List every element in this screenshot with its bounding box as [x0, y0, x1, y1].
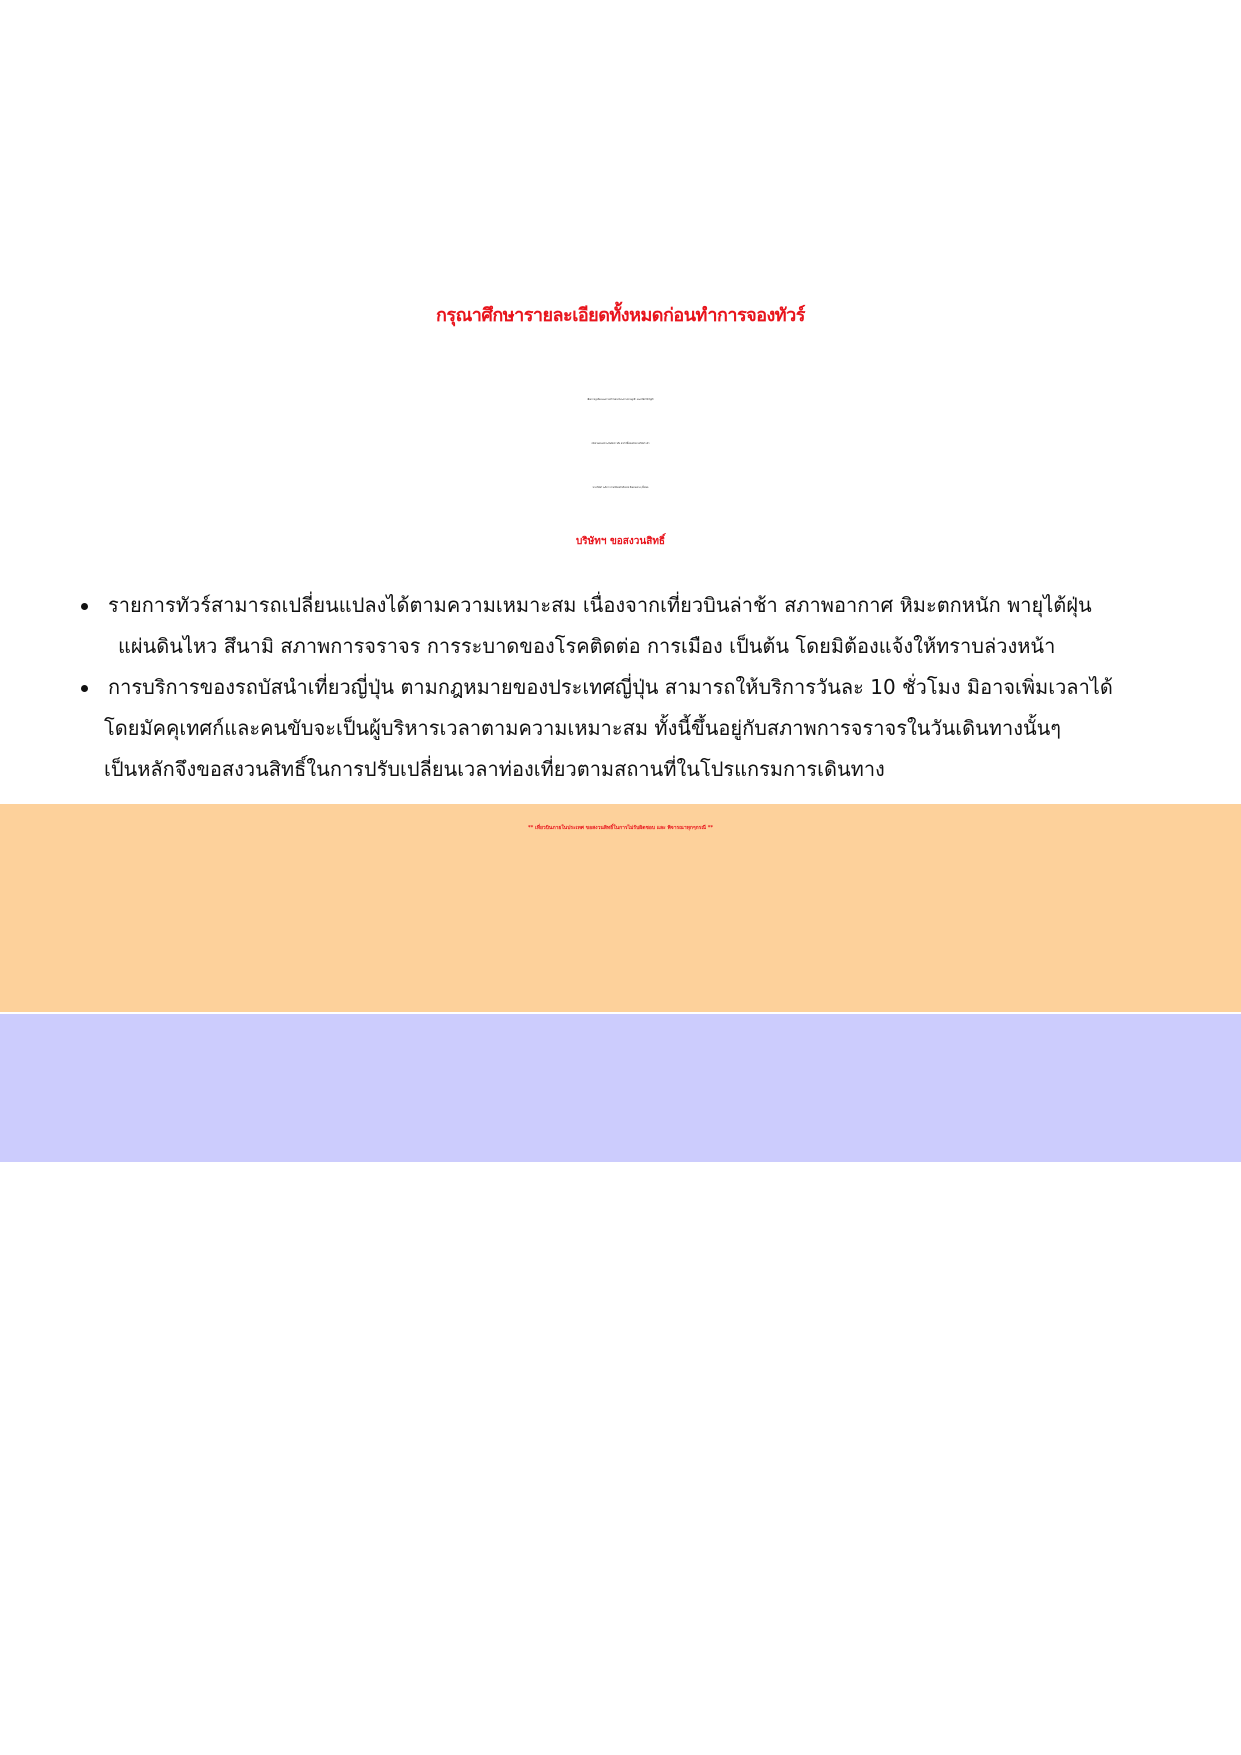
notice-line: [0, 1110, 1241, 1151]
intro-line: เพื่อความถูกต้องและความเข้าใจตรงกันระหว่างท่านลูกค้า และบริษัทฯทัวร์คู่ค้า: [587, 399, 654, 401]
bullet-icon: [81, 603, 88, 610]
rights-bullet-item: [100, 667, 1210, 790]
notice-line: [0, 1069, 1241, 1110]
rights-heading: บริษัทฯ ขอสงวนสิทธิ์: [575, 536, 666, 547]
bullet-line: โดยมัคคุเทศก์และคนขับจะเป็นผู้บริหารเวลาตามความเหมาะสม ทั้งนี้ขึ้นอยู่กับสภาพการจราจรในวันเดินทางนั้นๆ: [104, 716, 1062, 740]
bullet-line: รายการทัวร์สามารถเปลี่ยนแปลงได้ตามความเหมาะสม เนื่องจากเที่ยวบินล่าช้า สภาพอากาศ หิมะตกหนัก พายุไต้ฝุ่น: [108, 593, 1092, 617]
rights-bullet-list: [100, 585, 1210, 790]
notice-line: [0, 955, 1241, 996]
notice-line: [0, 873, 1241, 914]
bullet-line: แผ่นดินไหว สึนามิ สภาพการจราจร การระบาดของโรคติดต่อ การเมือง เป็นต้น โดยมิต้องแจ้งให้ทราบล่วงหน้า: [118, 634, 1056, 658]
rights-bullet-item: [100, 585, 1210, 667]
bullet-icon: [81, 685, 88, 692]
bullet-line: การบริการของรถบัสนำเที่ยวญี่ปุ่น ตามกฎหมายของประเทศญี่ปุ่น สามารถให้บริการวันละ 10 ชั่วโมง มิอาจเพิ่มเวลาได้: [108, 675, 1113, 699]
page-title: กรุณาศึกษารายละเอียดทั้งหมดก่อนทำการจองทัวร์: [436, 305, 805, 326]
notice-line: [0, 914, 1241, 955]
notice-line: [0, 1028, 1241, 1069]
domestic-flight-notice: [0, 804, 1241, 1012]
domestic-notice-body: [0, 873, 1241, 996]
domestic-notice-heading: ** เที่ยวบินภายในประเทศ ขอสงวนสิทธิ์ในการไม่รับผิดชอบ และ พิจารณาทุกๆกรณี **: [528, 825, 713, 831]
intro-line: ทางบริษัทฯ จะถือว่า ท่านได้ยอมรับเงื่อนไข ข้อตกลงต่างๆ ทั้งหมด: [592, 487, 649, 489]
bullet-line: เป็นหลักจึงขอสงวนสิทธิ์ในการปรับเปลี่ยนเวลาท่องเที่ยวตามสถานที่ในโปรแกรมการเดินทาง: [104, 757, 885, 781]
intro-line: เมื่อท่านตกลงชำระเงินมัดจำ หรือ ค่าทัวร์ทั้งหมดกับทางบริษัทฯ แล้ว: [591, 443, 650, 445]
caution-notice: [0, 1014, 1241, 1162]
caution-notice-body: [0, 1028, 1241, 1151]
intro-paragraph: [0, 378, 1241, 510]
